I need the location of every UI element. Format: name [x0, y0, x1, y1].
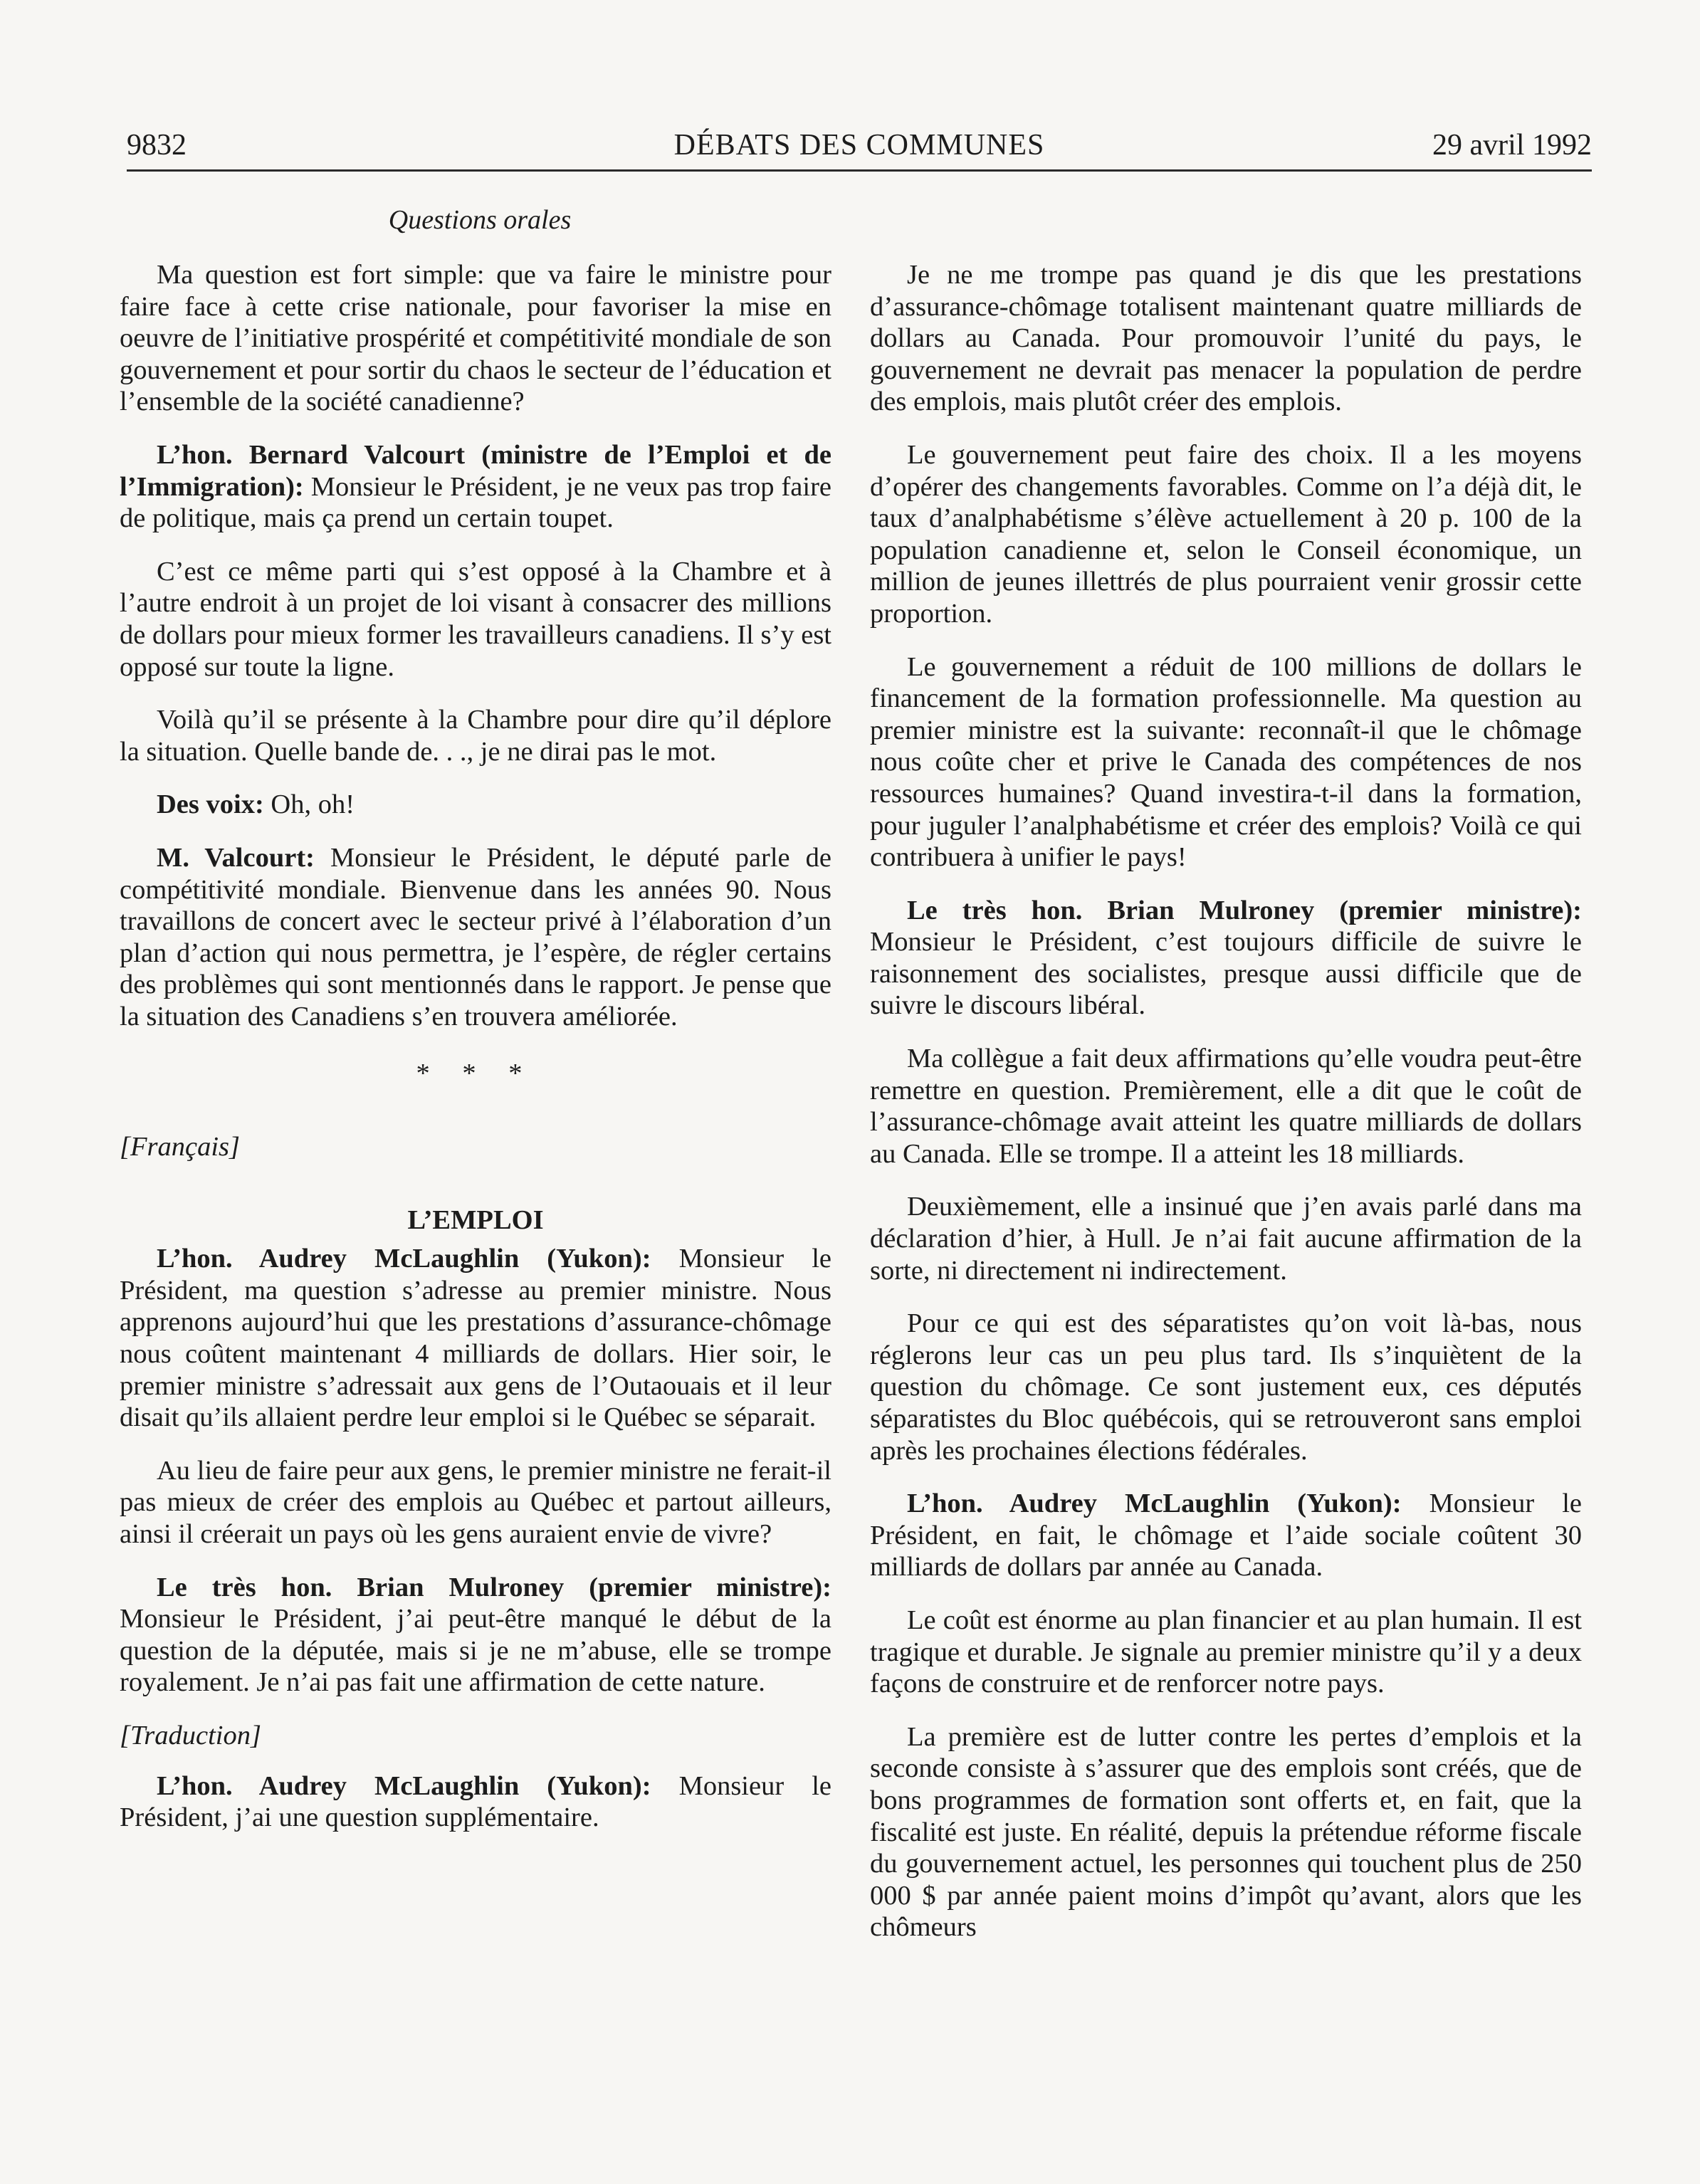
paragraph: Le gouvernement a réduit de 100 millions de dollars le financement de la formation professionnelle. Ma question au premier ministre est la suivante: reconnaît-il que le chômage nous coûte cher et prive le Canada des compétences de nos ressources humaines? Quand investira-t-il dans la formation, pour juguler l’analphabétisme et créer des emplois? Voilà ce qui contribuera à unifier le pays! [870, 651, 1582, 873]
speaker-name: L’hon. Audrey McLaughlin (Yukon): [907, 1489, 1402, 1519]
right-column [870, 259, 1582, 1965]
speaker-paragraph [120, 842, 831, 1033]
paragraph: C’est ce même parti qui s’est opposé à la Chambre et à l’autre endroit à un projet de loi visant à consacrer des millions de dollars pour mieux former les travailleurs canadiens. Il s’y est opposé sur toute la ligne. [120, 556, 831, 682]
speaker-paragraph [120, 1770, 831, 1834]
speech-text: Oh, oh! [263, 789, 355, 820]
speaker-paragraph [870, 895, 1582, 1022]
page-number: 9832 [127, 129, 187, 162]
speaker-paragraph [120, 789, 831, 821]
speech-text: Monsieur le Président, j’ai peut-être manqué le début de la question de la députée, mais si je ne m’abuse, elle se trompe royalement. Je n’ai pas fait une affirmation de cette nature. [120, 1604, 831, 1698]
paragraph: Au lieu de faire peur aux gens, le premier ministre ne ferait-il pas mieux de créer des emplois au Québec et partout ailleurs, ainsi il créerait un pays où les gens auraient envie de vivre? [120, 1455, 831, 1549]
language-marker: [Français] [120, 1132, 240, 1162]
speech-text: Monsieur le Président, le député parle de compétitivité mondiale. Bienvenue dans les années 90. Nous travaillons de concert avec le secteur privé à l’élaboration d’un plan d’action qui nous permettra, je l’espère, de régler certains des problèmes qui sont mentionnés dans le rapport. Je pense que la situation des Canadiens s’en trouvera améliorée. [120, 842, 831, 1031]
speaker-name: M. Valcourt: [157, 842, 315, 873]
speaker-name: L’hon. Bernard Valcourt (ministre de l’Emploi et de l’Immigration): [120, 439, 831, 502]
paragraph: Pour ce qui est des séparatistes qu’on voit là-bas, nous réglerons leur cas un peu plus tard. Ils s’inquiètent de la question du chômage. Ce sont justement eux, ces députés séparatistes du Bloc québécois, qui se retrouveront sans emploi après les prochaines élections fédérales. [870, 1308, 1582, 1466]
section-title: Questions orales [388, 205, 572, 235]
speaker-name: Le très hon. Brian Mulroney (premier ministre): [907, 895, 1582, 925]
paragraph: Le coût est énorme au plan financier et au plan humain. Il est tragique et durable. Je signale au premier ministre qu’il y a deux façons de construire et de renforcer notre pays. [870, 1605, 1582, 1699]
paragraph: Deuxièmement, elle a insinué que j’en avais parlé dans ma déclaration d’hier, à Hull. Je n’ai fait aucune affirmation de la sorte, ni directement ni indirectement. [870, 1192, 1582, 1286]
speech-text: Monsieur le Président, ma question s’adresse au premier ministre. Nous apprenons aujourd’hui que les prestations d’assurance-chômage nous coûtent maintenant 4 milliards de dollars. Hier soir, le premier ministre s’adressait aux gens de l’Outaouais et il leur disait qu’ils allaient perdre leur emploi si le Québec se séparait. [120, 1244, 831, 1433]
paragraph: Je ne me trompe pas quand je dis que les prestations d’assurance-chômage totalisent maintenant quatre milliards de dollars au Canada. Pour promouvoir l’unité du pays, le gouvernement ne devrait pas menacer la population de perdre des emplois, mais plutôt créer des emplois. [870, 260, 1582, 417]
speech-text: Monsieur le Président, c’est toujours difficile de suivre le raisonnement des socialistes, presque aussi difficile que de suivre le discours libéral. [870, 927, 1582, 1021]
speaker-name: L’hon. Audrey McLaughlin (Yukon): [157, 1244, 651, 1274]
speaker-name: Des voix: [157, 789, 264, 820]
speaker-name: Le très hon. Brian Mulroney (premier ministre): [157, 1572, 831, 1602]
speech-text: Monsieur le Président, en fait, le chômage et l’aide sociale coûtent 30 milliards de dollars par année au Canada. [870, 1489, 1582, 1582]
section-separator: * * * [416, 1059, 535, 1089]
speaker-paragraph [120, 1243, 831, 1434]
speech-text: Monsieur le Président, j’ai une question supplémentaire. [120, 1770, 831, 1833]
left-column [120, 259, 831, 1855]
publication-title: DÉBATS DES COMMUNES [673, 129, 1045, 162]
paragraph: Le gouvernement peut faire des choix. Il a les moyens d’opérer des changements favorables. Comme on l’a déjà dit, le taux d’analphabétisme s’élève actuellement à 20 p. 100 de la population canadienne et, selon le Conseil économique, un million de jeunes illettrés de plus pourraient venir grossir cette proportion. [870, 439, 1582, 629]
language-marker: [Traduction] [120, 1720, 261, 1750]
paragraph: Voilà qu’il se présente à la Chambre pour dire qu’il déplore la situation. Quelle bande de. . ., je ne dirai pas le mot. [120, 705, 831, 767]
subject-heading: L’EMPLOI [407, 1204, 544, 1235]
paragraph: Ma question est fort simple: que va faire le ministre pour faire face à cette crise nationale, pour favoriser la mise en oeuvre de l’initiative prospérité et compétitivité mondiale de son gouvernement et pour sortir du chaos le secteur de l’éducation et l’ensemble de la société canadienne? [120, 260, 831, 417]
speaker-paragraph [870, 1488, 1582, 1583]
paragraph: Ma collègue a fait deux affirmations qu’elle voudra peut-être remettre en question. Premièrement, elle a dit que le coût de l’assurance-chômage avait atteint les quatre milliards de dollars au Canada. Elle se trompe. Il a atteint les 18 milliards. [870, 1044, 1582, 1169]
paragraph: La première est de lutter contre les pertes d’emplois et la seconde consiste à s’assurer que des emplois sont créés, que de bons programmes de formation sont offerts et, en fait, que la fiscalité est juste. En réalité, depuis la prétendue réforme fiscale du gouvernement actuel, les personnes qui touchent plus de 250 000 $ par année paient moins d’impôt qu’avant, alors que les chômeurs [870, 1721, 1582, 1943]
speaker-paragraph [120, 1572, 831, 1699]
speaker-paragraph [120, 439, 831, 535]
running-header [127, 125, 1592, 172]
speech-text: Monsieur le Président, je ne veux pas trop faire de politique, mais ça prend un certain toupet. [120, 471, 831, 534]
header-date: 29 avril 1992 [1432, 129, 1592, 162]
speaker-name: L’hon. Audrey McLaughlin (Yukon): [157, 1770, 651, 1801]
